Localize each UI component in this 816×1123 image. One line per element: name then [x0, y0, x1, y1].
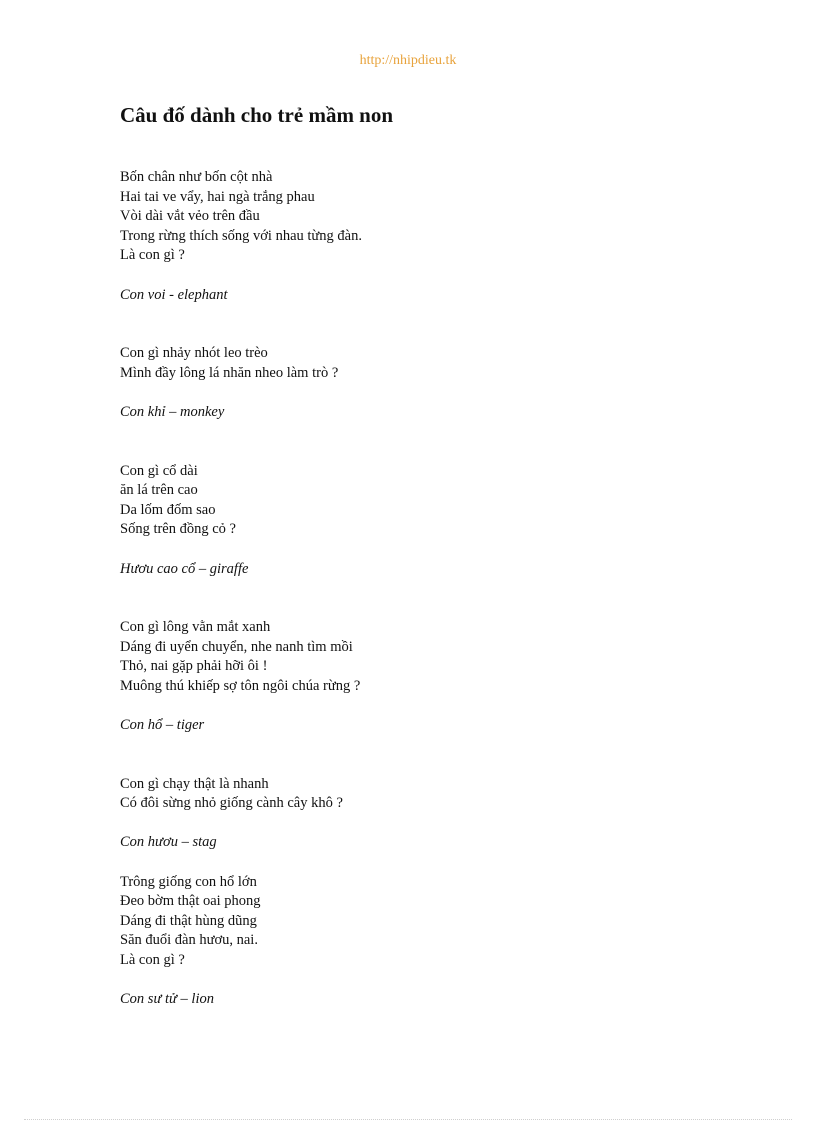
riddle-monkey — [120, 344, 720, 422]
riddle-answer: Con khỉ – monkey — [120, 403, 225, 420]
riddle-answer: Con sư tử – lion — [120, 991, 214, 1008]
riddle-answer: Hươu cao cổ – giraffe — [120, 560, 249, 577]
riddle-line: Thỏ, nai gặp phải hỡi ôi ! — [120, 658, 268, 675]
riddle-line: Bốn chân như bốn cột nhà — [120, 169, 273, 185]
riddle-line: Là con gì ? — [120, 952, 185, 968]
riddle-elephant — [120, 168, 720, 305]
riddle-line: ăn lá trên cao — [120, 482, 198, 499]
riddle-line: Trong rừng thích sống với nhau từng đàn. — [120, 227, 362, 244]
section-spacer — [120, 579, 720, 618]
riddle-giraffe — [120, 462, 720, 580]
section-spacer — [120, 423, 720, 462]
riddle-line: Con gì nhảy nhót leo trèo — [120, 345, 268, 362]
riddle-line: Hai tai ve vẩy, hai ngà trắng phau — [120, 188, 315, 205]
riddle-answer: Con hươu – stag — [120, 834, 217, 851]
riddle-answer: Con hổ – tiger — [120, 717, 205, 734]
riddle-line: Dáng đi thật hùng dũng — [120, 912, 257, 929]
document-title: Câu đố dành cho trẻ mầm non — [120, 103, 394, 127]
riddle-line: Mình đầy lông lá nhăn nheo làm trò ? — [120, 364, 339, 381]
header-link[interactable]: http://nhipdieu.tk — [359, 53, 457, 68]
riddle-line: Con gì cổ dài — [120, 462, 198, 479]
riddle-line: Là con gì ? — [120, 247, 185, 264]
riddle-line: Vòi dài vắt vẻo trên đầu — [120, 208, 260, 225]
section-spacer — [120, 853, 720, 873]
riddle-line: Có đôi sừng nhỏ giống cành cây khô ? — [120, 795, 343, 812]
riddle-answer: Con voi - elephant — [120, 286, 228, 303]
section-spacer — [120, 305, 720, 344]
riddle-line: Con gì chạy thật là nhanh — [120, 775, 269, 792]
riddle-line: Trông giống con hổ lớn — [120, 873, 257, 890]
riddle-stag — [120, 775, 720, 853]
riddle-line: Dáng đi uyển chuyển, nhe nanh tìm mồi — [120, 638, 353, 655]
riddle-tiger — [120, 618, 720, 736]
riddle-lion — [120, 873, 720, 1010]
riddle-line: Muông thú khiếp sợ tôn ngôi chúa rừng ? — [120, 677, 361, 694]
page-bottom-rule — [24, 1119, 792, 1120]
riddle-line: Săn đuổi đàn hươu, nai. — [120, 932, 258, 949]
riddle-line: Sống trên đồng cỏ ? — [120, 521, 236, 538]
riddle-line: Đeo bờm thật oai phong — [120, 893, 261, 910]
riddle-line: Da lốm đốm sao — [120, 501, 216, 518]
section-spacer — [120, 736, 720, 775]
riddle-line: Con gì lông vằn mắt xanh — [120, 619, 271, 636]
riddle-list — [120, 168, 720, 1010]
